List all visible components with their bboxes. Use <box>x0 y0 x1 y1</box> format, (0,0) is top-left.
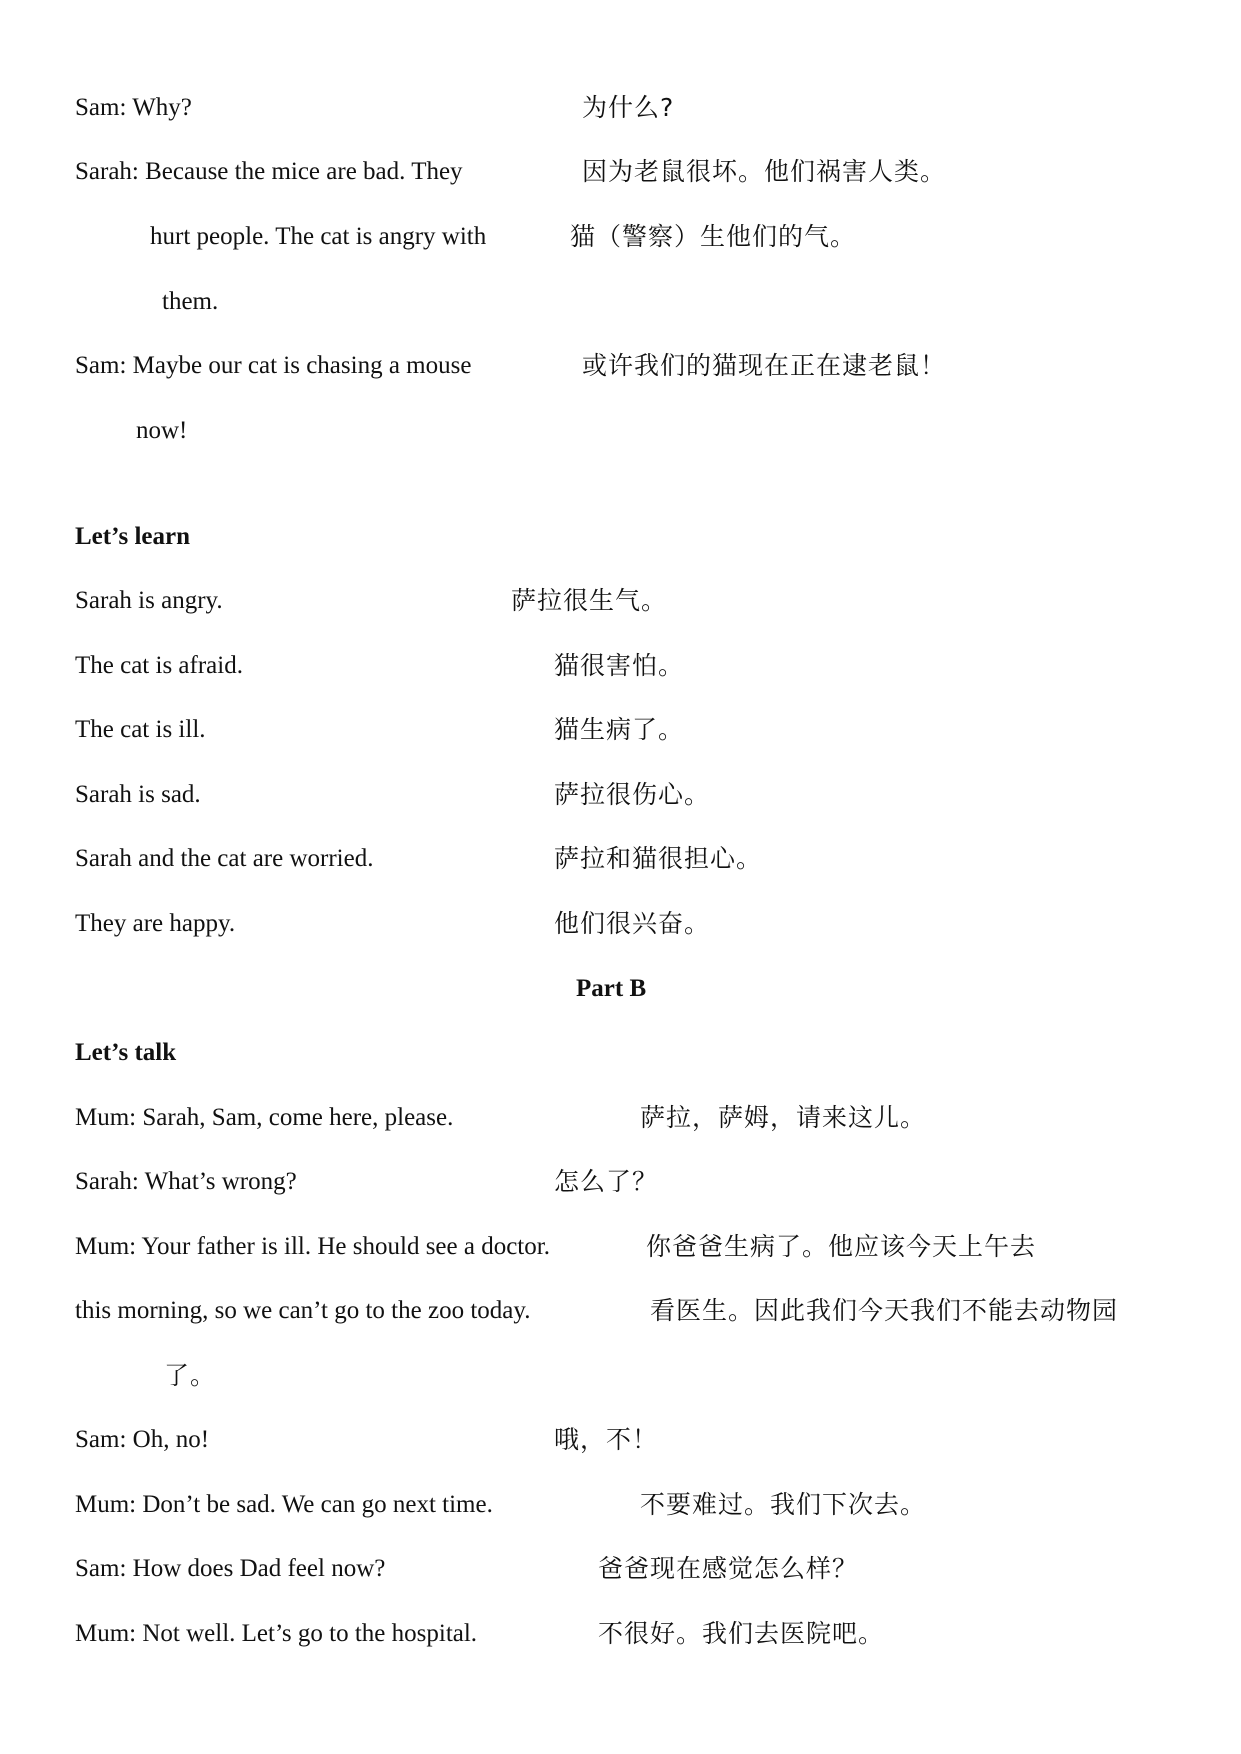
vocab-line-en: Sarah and the cat are worried. <box>75 845 374 872</box>
dialogue-line-en: Sarah: Because the mice are bad. They <box>75 158 463 185</box>
dialogue-line-en: them. <box>162 288 219 315</box>
vocab-line-zh: 他们很兴奋。 <box>554 909 711 938</box>
vocab-line-zh: 猫生病了。 <box>554 715 685 744</box>
vocab-line-en: Sarah is angry. <box>75 587 223 614</box>
talk-line-en: Mum: Don’t be sad. We can go next time. <box>75 1491 493 1518</box>
talk-line-zh: 不很好。我们去医院吧。 <box>598 1619 885 1648</box>
dialogue-line-en: now! <box>136 417 188 444</box>
vocab-line-zh: 猫很害怕。 <box>554 651 685 680</box>
talk-line-zh: 你爸爸生病了。他应该今天上午去 <box>646 1232 1037 1261</box>
vocab-line-zh: 萨拉和猫很担心。 <box>554 844 763 873</box>
dialogue-line-en: Sam: Maybe our cat is chasing a mouse <box>75 352 472 379</box>
vocab-line-en: Sarah is sad. <box>75 781 201 808</box>
vocab-line-zh: 萨拉很伤心。 <box>554 780 711 809</box>
talk-line-zh: 不要难过。我们下次去。 <box>640 1490 927 1519</box>
talk-line-zh: 萨拉，萨姆，请来这儿。 <box>640 1103 927 1132</box>
talk-line-zh: 了。 <box>164 1361 217 1390</box>
talk-line-en: Sam: Oh, no! <box>75 1426 210 1453</box>
talk-line-zh: 哦，不！ <box>554 1425 659 1454</box>
vocab-line-en: They are happy. <box>75 910 236 937</box>
part-b-title: Part B <box>576 975 647 1002</box>
talk-line-en: Sarah: What’s wrong? <box>75 1168 297 1195</box>
talk-line-zh: 怎么了？ <box>554 1167 659 1196</box>
dialogue-line-zh: 因为老鼠很坏。他们祸害人类。 <box>582 157 947 186</box>
talk-line-en: Mum: Not well. Let’s go to the hospital. <box>75 1620 478 1647</box>
vocab-line-en: The cat is ill. <box>75 716 206 743</box>
dialogue-line-zh: 为什么? <box>582 93 675 122</box>
dialogue-line-zh: 或许我们的猫现在正在逮老鼠！ <box>582 351 947 380</box>
dialogue-line-en: Sam: Why? <box>75 94 192 121</box>
section-heading-lets-learn: Let’s learn <box>75 523 191 550</box>
talk-line-en: this morning, so we can’t go to the zoo today. <box>75 1297 531 1324</box>
talk-line-en: Mum: Your father is ill. He should see a doctor. <box>75 1233 550 1260</box>
talk-line-zh: 看医生。因此我们今天我们不能去动物园 <box>650 1296 1119 1325</box>
section-heading-lets-talk: Let’s talk <box>75 1039 177 1066</box>
talk-line-zh: 爸爸现在感觉怎么样？ <box>598 1554 859 1583</box>
talk-line-en: Mum: Sarah, Sam, come here, please. <box>75 1104 454 1131</box>
dialogue-line-zh: 猫（警察）生他们的气。 <box>570 222 857 251</box>
talk-line-en: Sam: How does Dad feel now? <box>75 1555 386 1582</box>
dialogue-line-en: hurt people. The cat is angry with <box>150 223 487 250</box>
vocab-line-zh: 萨拉很生气。 <box>511 586 668 615</box>
vocab-line-en: The cat is afraid. <box>75 652 243 679</box>
